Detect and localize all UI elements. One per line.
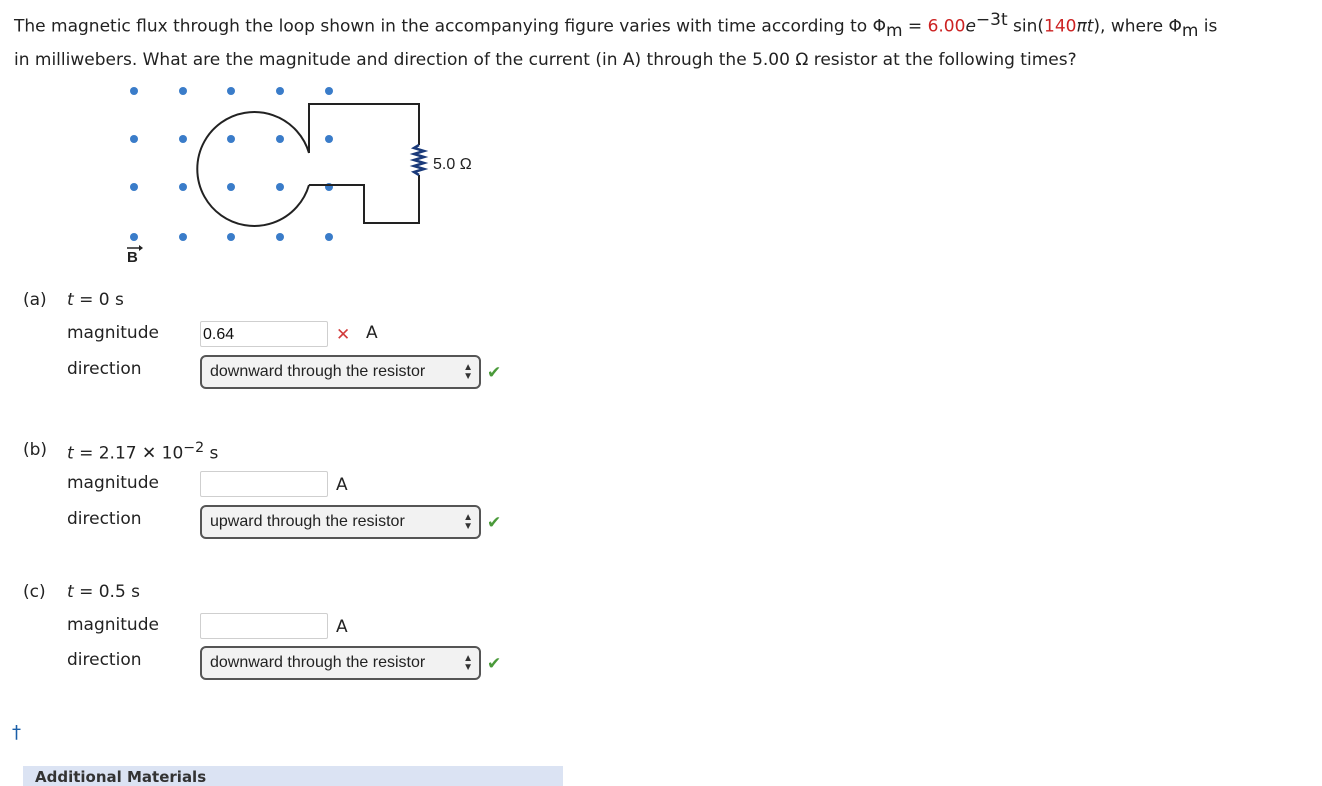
correct-check-icon: ✔: [487, 513, 502, 533]
incorrect-icon: ✕: [336, 325, 351, 345]
field-label: B: [127, 249, 138, 266]
part-c-magnitude-label: magnitude: [67, 615, 159, 635]
question-text: [14, 6, 1314, 75]
magnetic-field-dots: [130, 87, 333, 241]
part-c-magnitude-input[interactable]: [200, 613, 328, 639]
part-b-unit: A: [336, 475, 348, 495]
part-b-label: (b): [23, 440, 48, 460]
additional-materials-label: Additional Materials: [35, 768, 207, 786]
resistor-symbol: [414, 145, 424, 175]
part-a-magnitude-label: magnitude: [67, 323, 159, 343]
part-a-time: t = 0 s: [67, 290, 124, 310]
select-arrows-icon: ▲ ▼: [463, 653, 473, 673]
flux-coefficient: 6.00: [927, 16, 966, 37]
question-line-1: The magnetic flux through the loop shown in the accompanying figure varies with time according to $\Phi_m = 6.00e^{-3t}$ sin(140πt), where $\Phi_m$ is: [14, 10, 1218, 42]
question-line-2: in milliwebers. What are the magnitude and direction of the current (in A) through the 5.00 Ω resistor at the following times?: [14, 50, 1077, 71]
part-b-direction-select[interactable]: upward through the resistor ▲ ▼: [200, 505, 481, 539]
part-b-magnitude-input[interactable]: [200, 471, 328, 497]
part-c-label: (c): [23, 582, 46, 602]
correct-check-icon: ✔: [487, 363, 502, 383]
flux-frequency: 140: [1044, 16, 1077, 37]
correct-check-icon: ✔: [487, 654, 502, 674]
resistor-label: 5.0 Ω: [433, 156, 472, 173]
part-a-label: (a): [23, 290, 47, 310]
part-a-direction-select[interactable]: downward through the resistor ▲ ▼: [200, 355, 481, 389]
vector-arrow-head: [139, 245, 143, 251]
part-a-magnitude-input[interactable]: 0.64: [200, 321, 328, 347]
loop-figure: [110, 70, 490, 270]
wire-circuit: [309, 104, 419, 223]
part-a-unit: A: [366, 323, 378, 343]
dagger-icon[interactable]: †: [12, 722, 21, 743]
part-c-direction-label: direction: [67, 650, 142, 670]
select-arrows-icon: ▲ ▼: [463, 512, 473, 532]
part-c-direction-select[interactable]: downward through the resistor ▲ ▼: [200, 646, 481, 680]
additional-materials-bar[interactable]: [23, 766, 563, 786]
select-arrows-icon: ▲ ▼: [463, 362, 473, 382]
part-a-direction-label: direction: [67, 359, 142, 379]
part-b-direction-label: direction: [67, 509, 142, 529]
part-b-time: t = 2.17 ✕ $10^{-2}$ s: [67, 440, 219, 464]
part-c-unit: A: [336, 617, 348, 637]
wire-loop: [197, 112, 309, 226]
part-c-time: t = 0.5 s: [67, 582, 141, 602]
part-b-magnitude-label: magnitude: [67, 473, 159, 493]
